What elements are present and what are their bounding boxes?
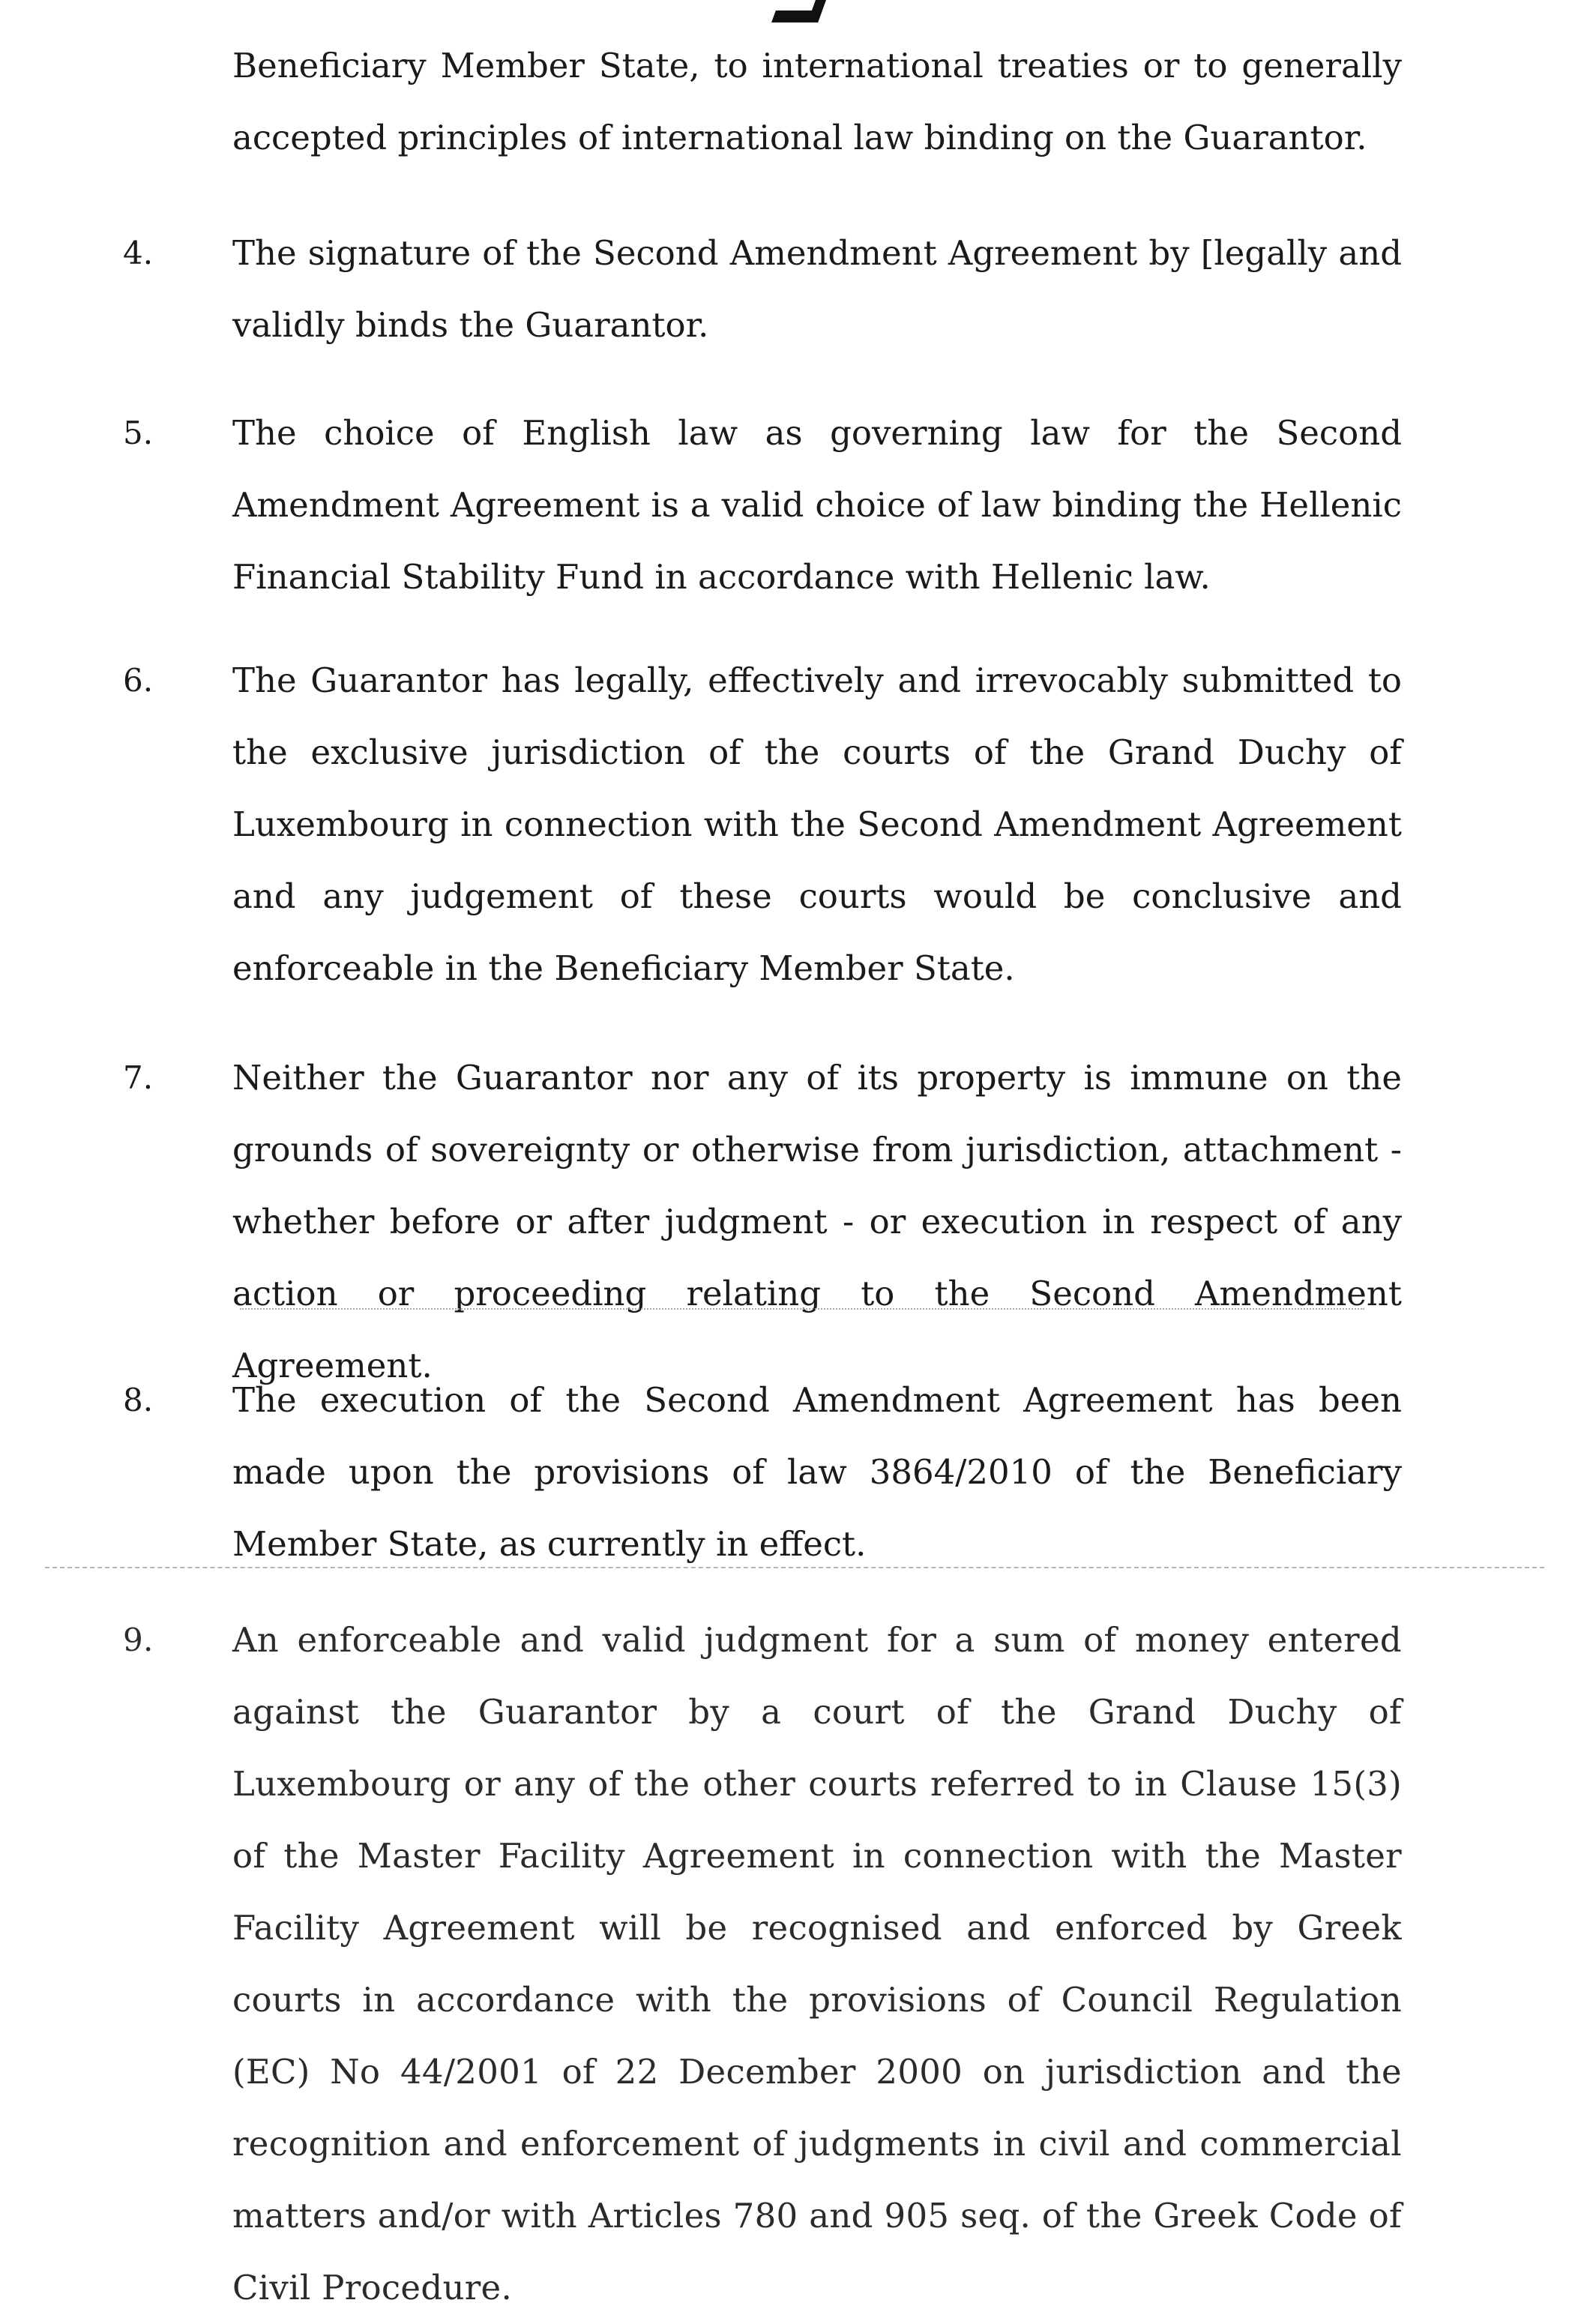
scan-dotted-line — [240, 1308, 1364, 1310]
page-top-mark — [771, 0, 834, 22]
paragraph-number: 7. — [123, 1059, 154, 1096]
paragraph-number: 6. — [123, 662, 154, 699]
paragraph-text: Neither the Guarantor nor any of its property is immune on the grounds of sovereignty or otherwise from jurisdiction, attachment - whether before or after judgment - or execution in respect of any action or proceeding relating to the Second Amendment Agreement. — [232, 1058, 1402, 1385]
scan-dashed-line — [45, 1567, 1544, 1568]
paragraph-number: 4. — [123, 235, 154, 271]
paragraph-text: The execution of the Second Amendment Agreement has been made upon the provisions of law 3864/2010 of the Beneficiary Member State, as currently in effect. — [232, 1380, 1402, 1564]
paragraph-text: Beneficiary Member State, to international treaties or to generally accepted principles of international law binding on the Guarantor. — [232, 46, 1402, 157]
paragraph-number: 8. — [123, 1382, 154, 1418]
paragraph-number: 9. — [123, 1622, 154, 1658]
paragraph-text: The signature of the Second Amendment Agreement by [legally and validly binds the Guarantor. — [232, 233, 1402, 345]
paragraph-text: The choice of English law as governing law for the Second Amendment Agreement is a valid choice of law binding the Hellenic Financial Stability Fund in accordance with Hellenic law. — [232, 413, 1402, 597]
paragraph-text: The Guarantor has legally, effectively and irrevocably submitted to the exclusive jurisdiction of the courts of the Grand Duchy of Luxembourg in connection with the Second Amendment Agreement and any judgement of these courts would be conclusive and enforceable in the Beneficiary Member State. — [232, 660, 1402, 988]
paragraph-number: 5. — [123, 415, 154, 451]
paragraph-text: An enforceable and valid judgment for a sum of money entered against the Guarantor by a court of the Grand Duchy of Luxembourg or any of the other courts referred to in Clause 15(3) of the Master Facility Agreement in connection with the Master Facility Agreement will be recognised and enforced by Greek courts in accordance with the provisions of Council Regulation (EC) No 44/2001 of 22 December 2000 on jurisdiction and the recognition and enforcement of judgments in civil and commercial matters and/or with Articles 780 and 905 seq. of the Greek Code of Civil Procedure. — [232, 1620, 1402, 2308]
